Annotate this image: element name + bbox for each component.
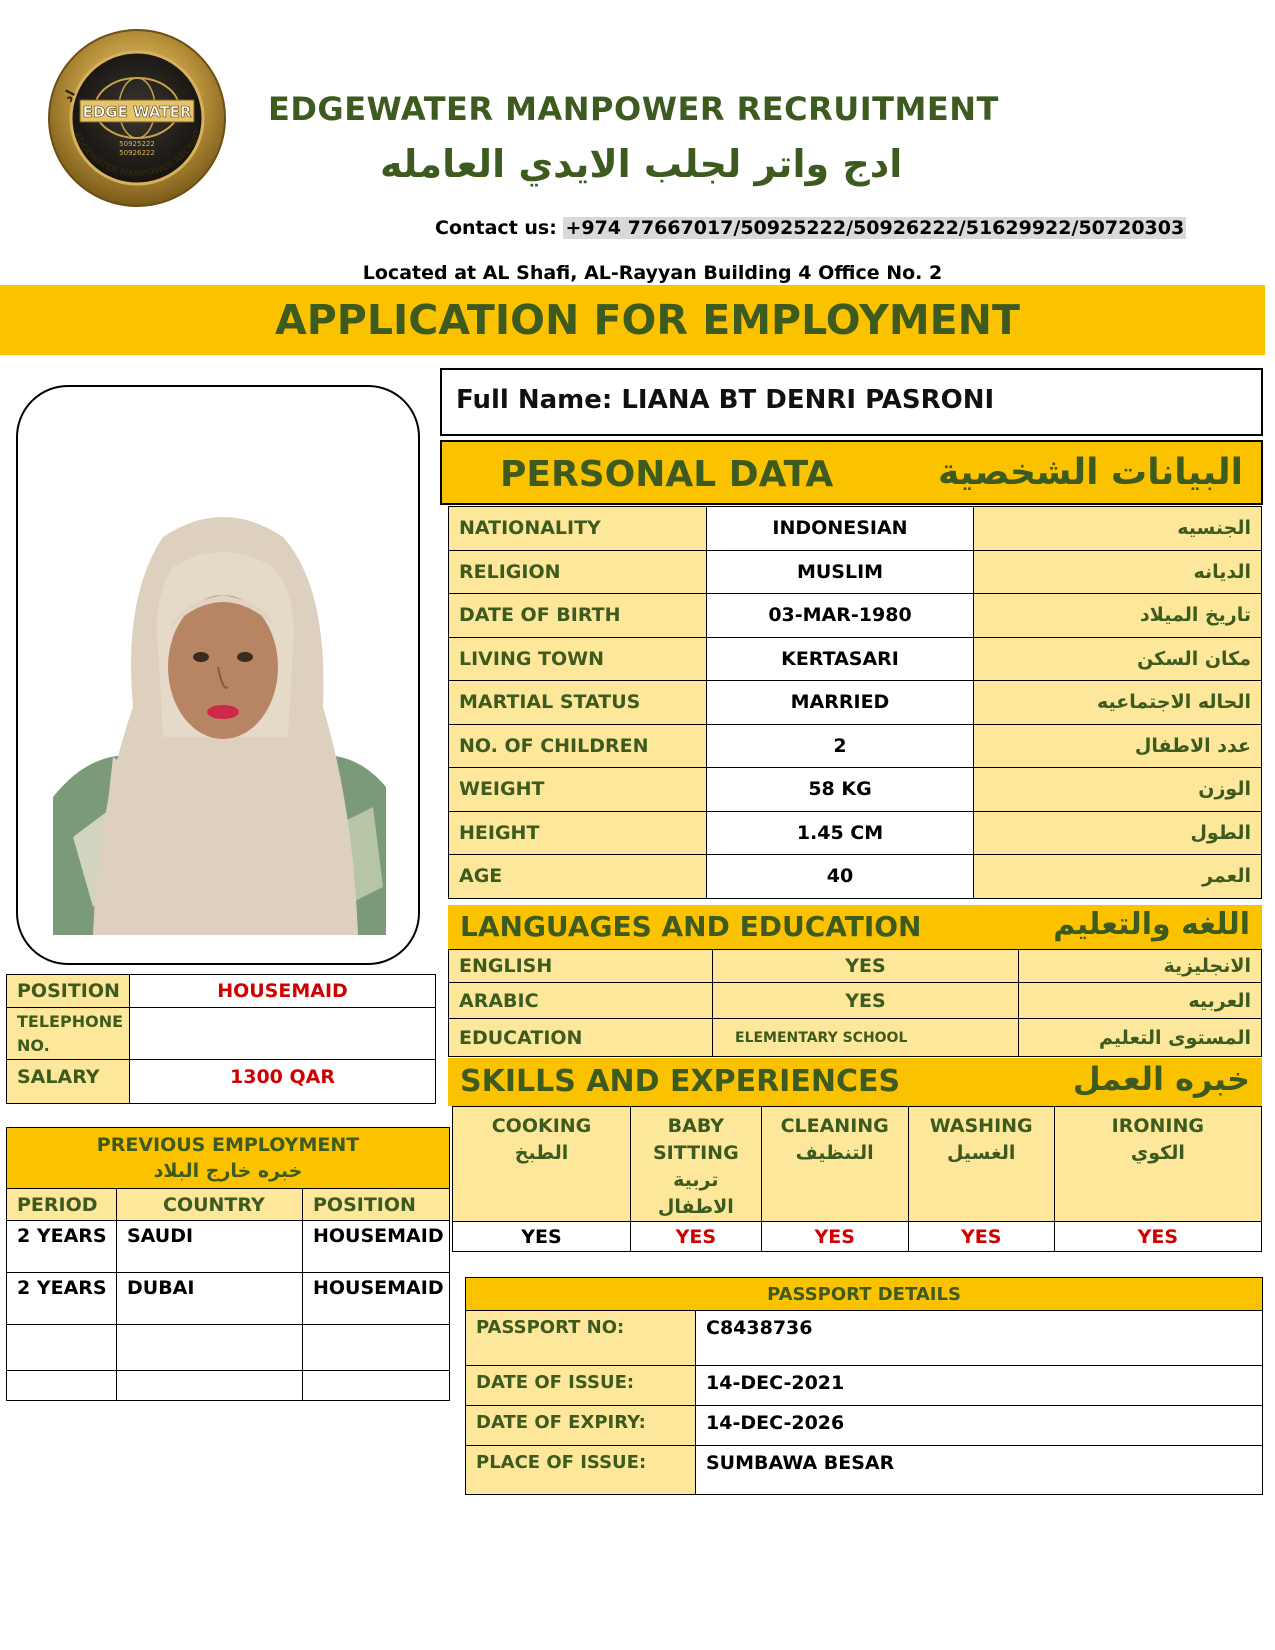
passport-field-label: DATE OF EXPIRY: (466, 1406, 696, 1446)
language-label: ARABIC (449, 983, 713, 1019)
telephone-value (130, 1008, 436, 1060)
table-row (449, 855, 1262, 899)
passport-title: PASSPORT DETAILS (466, 1278, 1263, 1311)
passport-table (465, 1277, 1263, 1495)
passport-field-label: PASSPORT NO: (466, 1311, 696, 1366)
skill-value: YES (761, 1222, 908, 1252)
table-row (449, 724, 1262, 768)
table-row (466, 1446, 1263, 1495)
field-label-ar: العمر (974, 855, 1262, 899)
company-logo (42, 28, 232, 208)
table-row (466, 1311, 1263, 1366)
applicant-photo (53, 507, 386, 935)
personal-data-title-ar: البيانات الشخصية (938, 452, 1243, 493)
skill-name-ar: الكوي (1130, 1142, 1185, 1164)
field-label: HEIGHT (449, 811, 707, 855)
previous-employment-title-en: PREVIOUS EMPLOYMENT (96, 1134, 360, 1156)
contact-line (435, 205, 1186, 251)
language-value: YES (713, 983, 1019, 1019)
field-label: WEIGHT (449, 768, 707, 812)
column-header: PERIOD (7, 1189, 117, 1221)
language-label-ar: العربيه (1019, 983, 1262, 1019)
field-label: NATIONALITY (449, 507, 707, 551)
table-row (449, 594, 1262, 638)
empty-row (7, 1325, 450, 1371)
full-name-box (440, 368, 1263, 436)
position-value: HOUSEMAID (130, 975, 436, 1008)
field-label-ar: تاريخ الميلاد (974, 594, 1262, 638)
skill-cell (631, 1107, 762, 1222)
field-label-ar: الجنسيه (974, 507, 1262, 551)
previous-employment-title-ar: خبره خارج البلاد (153, 1160, 303, 1182)
skills-title-ar: خبره العمل (1072, 1060, 1250, 1098)
table-row (449, 983, 1262, 1019)
skill-cell (908, 1107, 1054, 1222)
skill-name-ar: الطبخ (514, 1142, 569, 1164)
field-value: MARRIED (707, 681, 974, 725)
table-row (7, 975, 436, 1008)
field-label-ar: الحاله الاجتماعيه (974, 681, 1262, 725)
title-band (0, 285, 1265, 355)
education-value: ELEMENTARY SCHOOL (713, 1019, 1019, 1057)
field-value: INDONESIAN (707, 507, 974, 551)
field-label-ar: الديانه (974, 550, 1262, 594)
logo-wordmark: EDGE WATER (82, 103, 192, 121)
logo-ring-text: EDGEWATER MANPOWER RECRUIT (71, 128, 204, 180)
passport-field-value: C8438736 (696, 1311, 1263, 1366)
table-row (449, 1019, 1262, 1057)
skill-cell (761, 1107, 908, 1222)
skill-name-ar: تربية الاطفال (657, 1169, 734, 1218)
table-row (449, 768, 1262, 812)
table-row (7, 1060, 436, 1104)
skill-value: YES (453, 1222, 631, 1252)
field-label: RELIGION (449, 550, 707, 594)
languages-header (448, 905, 1262, 949)
logo-number-2: 50926222 (119, 149, 155, 157)
field-label-ar: عدد الاطفال (974, 724, 1262, 768)
languages-title-en: LANGUAGES AND EDUCATION (460, 910, 922, 943)
position-label: POSITION (7, 975, 130, 1008)
field-value: 58 KG (707, 768, 974, 812)
office-location: Located at AL Shafi, AL-Rayyan Building 4 Office No. 2 (362, 262, 943, 284)
logo-number-1: 50925222 (119, 140, 155, 148)
contact-label: Contact us: (435, 217, 564, 239)
field-label: NO. OF CHILDREN (449, 724, 707, 768)
period-cell: 2 YEARS (7, 1273, 117, 1325)
passport-field-label: PLACE OF ISSUE: (466, 1446, 696, 1495)
telephone-label: TELEPHONE NO. (7, 1008, 130, 1060)
skill-value: YES (631, 1222, 762, 1252)
language-label-ar: الانجليزية (1019, 950, 1262, 983)
skill-name: WASHING (929, 1115, 1033, 1137)
table-row (449, 550, 1262, 594)
table-row (466, 1366, 1263, 1406)
salary-label: SALARY (7, 1060, 130, 1104)
contact-phones: +974 77667017/50925222/50926222/51629922/50720303 (565, 217, 1185, 239)
column-header: POSITION (303, 1189, 450, 1221)
table-row (449, 681, 1262, 725)
passport-field-label: DATE OF ISSUE: (466, 1366, 696, 1406)
country-cell: SAUDI (117, 1221, 303, 1273)
previous-employment-title (7, 1128, 450, 1189)
field-label: DATE OF BIRTH (449, 594, 707, 638)
field-value: 03-MAR-1980 (707, 594, 974, 638)
passport-field-value: SUMBAWA BESAR (696, 1446, 1263, 1495)
skills-header (448, 1058, 1262, 1106)
skill-name: BABY SITTING (653, 1115, 739, 1164)
company-name-english: EDGEWATER MANPOWER RECRUITMENT (268, 90, 999, 128)
salary-value: 1300 QAR (130, 1060, 436, 1104)
field-label-ar: مكان السكن (974, 637, 1262, 681)
skills-title-en: SKILLS AND EXPERIENCES (460, 1064, 901, 1099)
field-label: LIVING TOWN (449, 637, 707, 681)
passport-title-row (466, 1278, 1263, 1311)
column-header: COUNTRY (117, 1189, 303, 1221)
field-label: MARTIAL STATUS (449, 681, 707, 725)
skill-name-ar: الغسيل (946, 1142, 1016, 1164)
skill-name: IRONING (1111, 1115, 1204, 1137)
field-value: 2 (707, 724, 974, 768)
passport-field-value: 14-DEC-2021 (696, 1366, 1263, 1406)
skill-cell (1054, 1107, 1261, 1222)
skill-value: YES (1054, 1222, 1261, 1252)
full-name: Full Name: LIANA BT DENRI PASRONI (456, 385, 995, 415)
education-label: EDUCATION (449, 1019, 713, 1057)
field-value: MUSLIM (707, 550, 974, 594)
table-row (449, 637, 1262, 681)
company-name-arabic: ادج واتر لجلب الايدي العامله (380, 142, 903, 186)
field-label: AGE (449, 855, 707, 899)
language-label: ENGLISH (449, 950, 713, 983)
field-label-ar: الطول (974, 811, 1262, 855)
personal-data-title-en: PERSONAL DATA (500, 454, 834, 495)
personal-data-table (448, 506, 1262, 899)
empty-row (7, 1371, 450, 1401)
previous-employment-title-row (7, 1128, 450, 1189)
table-row (7, 1221, 450, 1273)
position-cell: HOUSEMAID (303, 1273, 450, 1325)
skills-values-row (453, 1222, 1262, 1252)
language-value: YES (713, 950, 1019, 983)
table-row (7, 1008, 436, 1060)
skill-name: COOKING (491, 1115, 592, 1137)
personal-data-header (440, 440, 1263, 505)
skill-name-ar: التنظيف (795, 1142, 874, 1164)
page-title: APPLICATION FOR EMPLOYMENT (275, 296, 1020, 344)
field-value: KERTASARI (707, 637, 974, 681)
skills-names-row (453, 1107, 1262, 1222)
field-label-ar: الوزن (974, 768, 1262, 812)
country-cell: DUBAI (117, 1273, 303, 1325)
table-row (7, 1273, 450, 1325)
table-row (449, 507, 1262, 551)
period-cell: 2 YEARS (7, 1221, 117, 1273)
table-row (449, 950, 1262, 983)
languages-table (448, 949, 1262, 1057)
position-cell: HOUSEMAID (303, 1221, 450, 1273)
passport-field-value: 14-DEC-2026 (696, 1406, 1263, 1446)
photo-frame (16, 385, 420, 965)
position-table (6, 974, 436, 1104)
table-row (466, 1406, 1263, 1446)
languages-title-ar: اللغه والتعليم (1053, 907, 1250, 942)
education-label-ar: المستوى التعليم (1019, 1019, 1262, 1057)
previous-employment-table (6, 1127, 450, 1401)
field-value: 40 (707, 855, 974, 899)
field-value: 1.45 CM (707, 811, 974, 855)
skill-cell (453, 1107, 631, 1222)
logo-arabic-text: اد (60, 87, 80, 105)
previous-employment-header-row (7, 1189, 450, 1221)
table-row (449, 811, 1262, 855)
skill-value: YES (908, 1222, 1054, 1252)
skill-name: CLEANING (780, 1115, 889, 1137)
skills-table (452, 1106, 1262, 1252)
